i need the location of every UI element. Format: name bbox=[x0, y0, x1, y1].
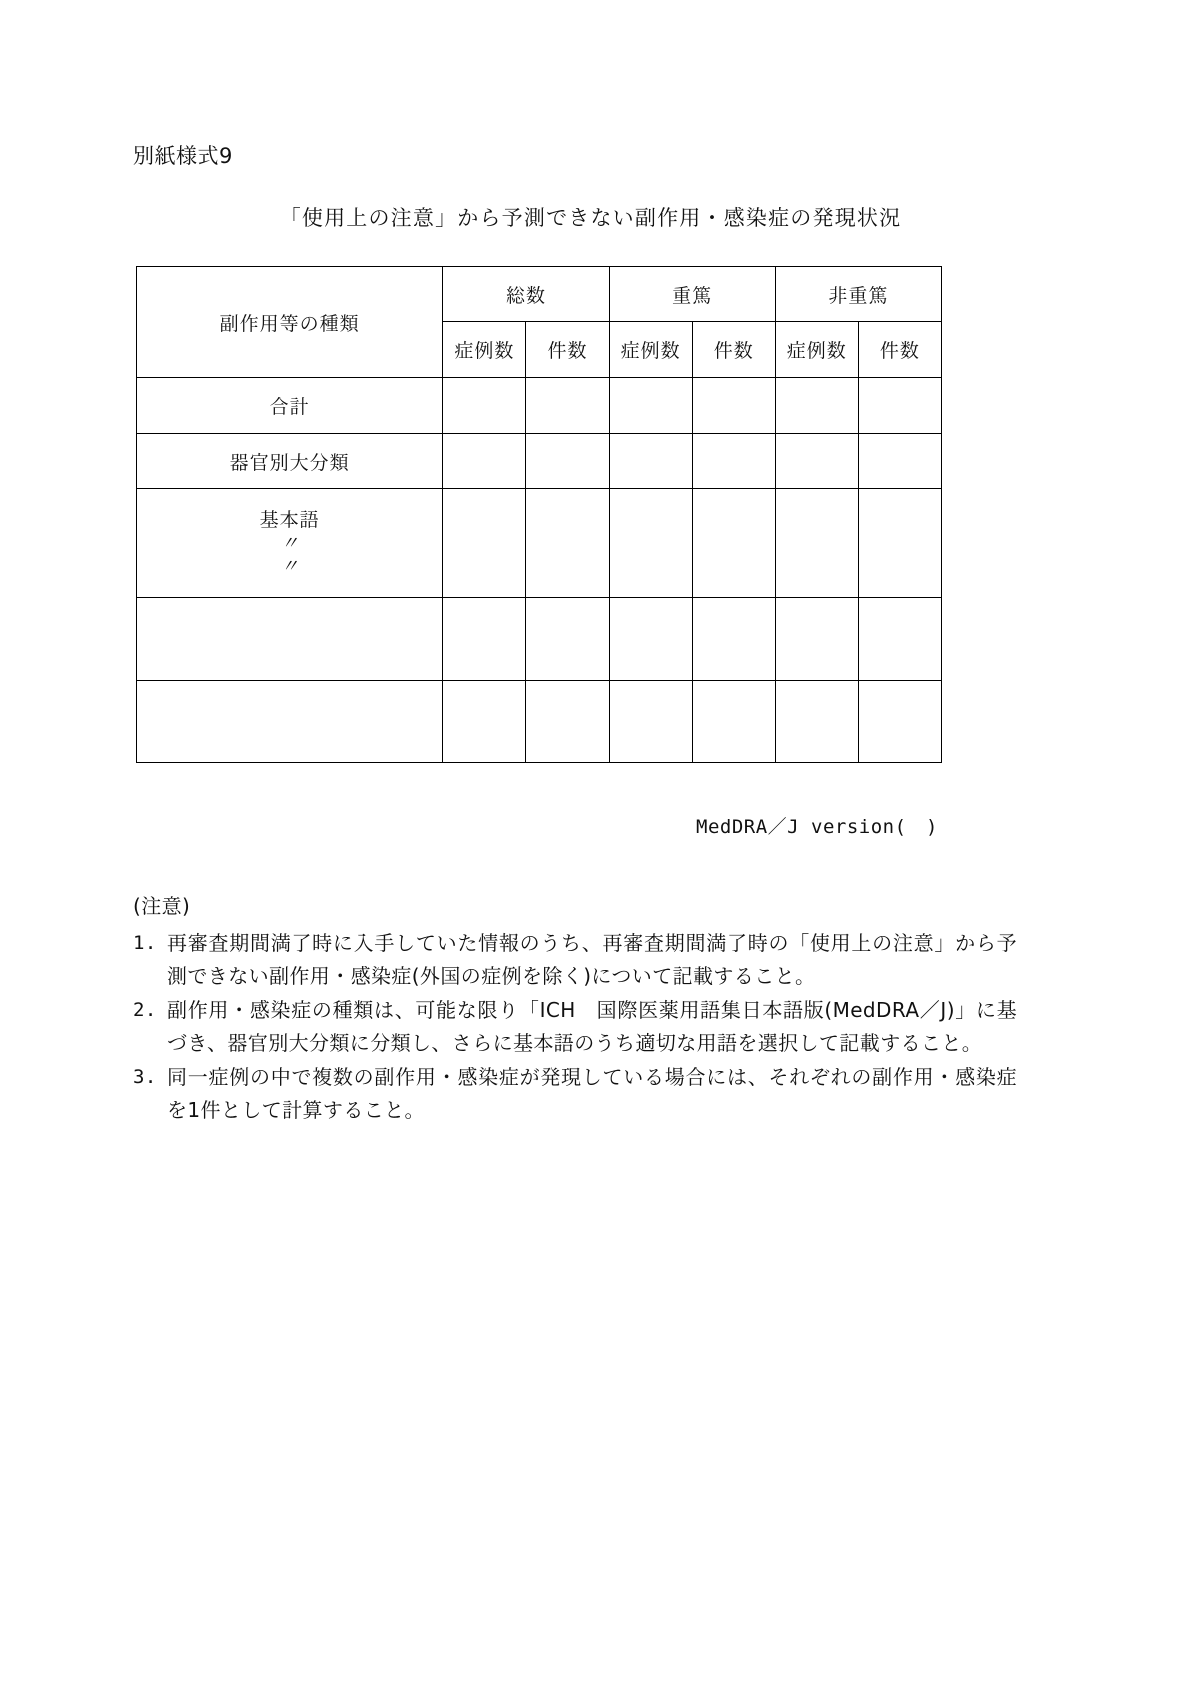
cell-total-events[interactable] bbox=[526, 489, 609, 598]
cell-nonserious-events[interactable] bbox=[858, 489, 941, 598]
cell-nonserious-cases[interactable] bbox=[775, 489, 858, 598]
note-item-3 bbox=[133, 1061, 1017, 1127]
table-row bbox=[137, 681, 942, 763]
column-header-nonserious-cases: 症例数 bbox=[775, 322, 858, 378]
page-title: 「使用上の注意」から予測できない副作用・感染症の発現状況 bbox=[279, 206, 902, 230]
table-row bbox=[137, 489, 942, 598]
adverse-reaction-table-wrapper bbox=[136, 266, 942, 763]
note-text-3: 同一症例の中で複数の副作用・感染症が発現している場合には、それぞれの副作用・感染症を1件として計算すること。 bbox=[167, 1065, 1017, 1122]
cell-serious-cases[interactable] bbox=[609, 598, 692, 681]
column-header-serious-cases: 症例数 bbox=[609, 322, 692, 378]
table-row bbox=[137, 434, 942, 489]
cell-total-cases[interactable] bbox=[443, 598, 526, 681]
note-item-2 bbox=[133, 994, 1017, 1060]
cell-serious-events[interactable] bbox=[692, 378, 775, 434]
row-label-preferred-term-text: 基本語 bbox=[259, 508, 320, 531]
adverse-reaction-table bbox=[136, 266, 942, 763]
cell-total-events[interactable] bbox=[526, 598, 609, 681]
notes-heading: (注意) bbox=[133, 894, 191, 918]
note-marker-1: 1. bbox=[133, 932, 157, 954]
cell-total-cases[interactable] bbox=[443, 378, 526, 434]
cell-serious-cases[interactable] bbox=[609, 434, 692, 489]
row-label-blank[interactable] bbox=[137, 681, 443, 763]
cell-total-events[interactable] bbox=[526, 378, 609, 434]
cell-nonserious-cases[interactable] bbox=[775, 434, 858, 489]
cell-serious-events[interactable] bbox=[692, 681, 775, 763]
cell-nonserious-cases[interactable] bbox=[775, 598, 858, 681]
cell-serious-cases[interactable] bbox=[609, 378, 692, 434]
cell-nonserious-events[interactable] bbox=[858, 434, 941, 489]
form-number: 別紙様式9 bbox=[133, 144, 233, 168]
cell-serious-events[interactable] bbox=[692, 489, 775, 598]
cell-serious-cases[interactable] bbox=[609, 489, 692, 598]
cell-total-cases[interactable] bbox=[443, 681, 526, 763]
cell-nonserious-events[interactable] bbox=[858, 681, 941, 763]
row-label-total: 合計 bbox=[137, 378, 443, 434]
column-header-total-cases: 症例数 bbox=[443, 322, 526, 378]
row-label-preferred-term bbox=[137, 489, 443, 598]
note-item-1 bbox=[133, 927, 1017, 993]
table-body bbox=[137, 378, 942, 763]
ditto-mark-2: 〃 bbox=[280, 555, 299, 576]
table-header-row-groups bbox=[137, 267, 942, 322]
table-row bbox=[137, 378, 942, 434]
notes-section bbox=[133, 890, 1017, 1128]
note-marker-3: 3. bbox=[133, 1066, 157, 1088]
column-header-nonserious-events: 件数 bbox=[858, 322, 941, 378]
cell-nonserious-cases[interactable] bbox=[775, 681, 858, 763]
cell-serious-events[interactable] bbox=[692, 598, 775, 681]
cell-nonserious-events[interactable] bbox=[858, 378, 941, 434]
cell-total-events[interactable] bbox=[526, 434, 609, 489]
meddra-version-label: MedDRA／J version( ) bbox=[696, 816, 938, 838]
column-header-group-serious: 重篤 bbox=[609, 267, 775, 322]
cell-total-cases[interactable] bbox=[443, 489, 526, 598]
row-label-soc: 器官別大分類 bbox=[137, 434, 443, 489]
notes-list bbox=[133, 927, 1017, 1127]
note-text-2: 副作用・感染症の種類は、可能な限り「ICH 国際医薬用語集日本語版(MedDRA／J)」に基づき、器官別大分類に分類し、さらに基本語のうち適切な用語を選択して記載すること。 bbox=[167, 998, 1017, 1055]
cell-serious-events[interactable] bbox=[692, 434, 775, 489]
column-header-total-events: 件数 bbox=[526, 322, 609, 378]
cell-serious-cases[interactable] bbox=[609, 681, 692, 763]
cell-nonserious-cases[interactable] bbox=[775, 378, 858, 434]
note-text-1: 再審査期間満了時に入手していた情報のうち、再審査期間満了時の「使用上の注意」から予測できない副作用・感染症(外国の症例を除く)について記載すること。 bbox=[167, 931, 1017, 988]
note-marker-2: 2. bbox=[133, 999, 157, 1021]
cell-total-events[interactable] bbox=[526, 681, 609, 763]
table-row bbox=[137, 598, 942, 681]
column-header-group-nonserious: 非重篤 bbox=[775, 267, 941, 322]
table-head bbox=[137, 267, 942, 378]
ditto-mark-1: 〃 bbox=[280, 533, 299, 554]
column-header-serious-events: 件数 bbox=[692, 322, 775, 378]
column-header-group-total: 総数 bbox=[443, 267, 609, 322]
column-header-kind: 副作用等の種類 bbox=[137, 267, 443, 378]
cell-nonserious-events[interactable] bbox=[858, 598, 941, 681]
cell-total-cases[interactable] bbox=[443, 434, 526, 489]
row-label-blank[interactable] bbox=[137, 598, 443, 681]
